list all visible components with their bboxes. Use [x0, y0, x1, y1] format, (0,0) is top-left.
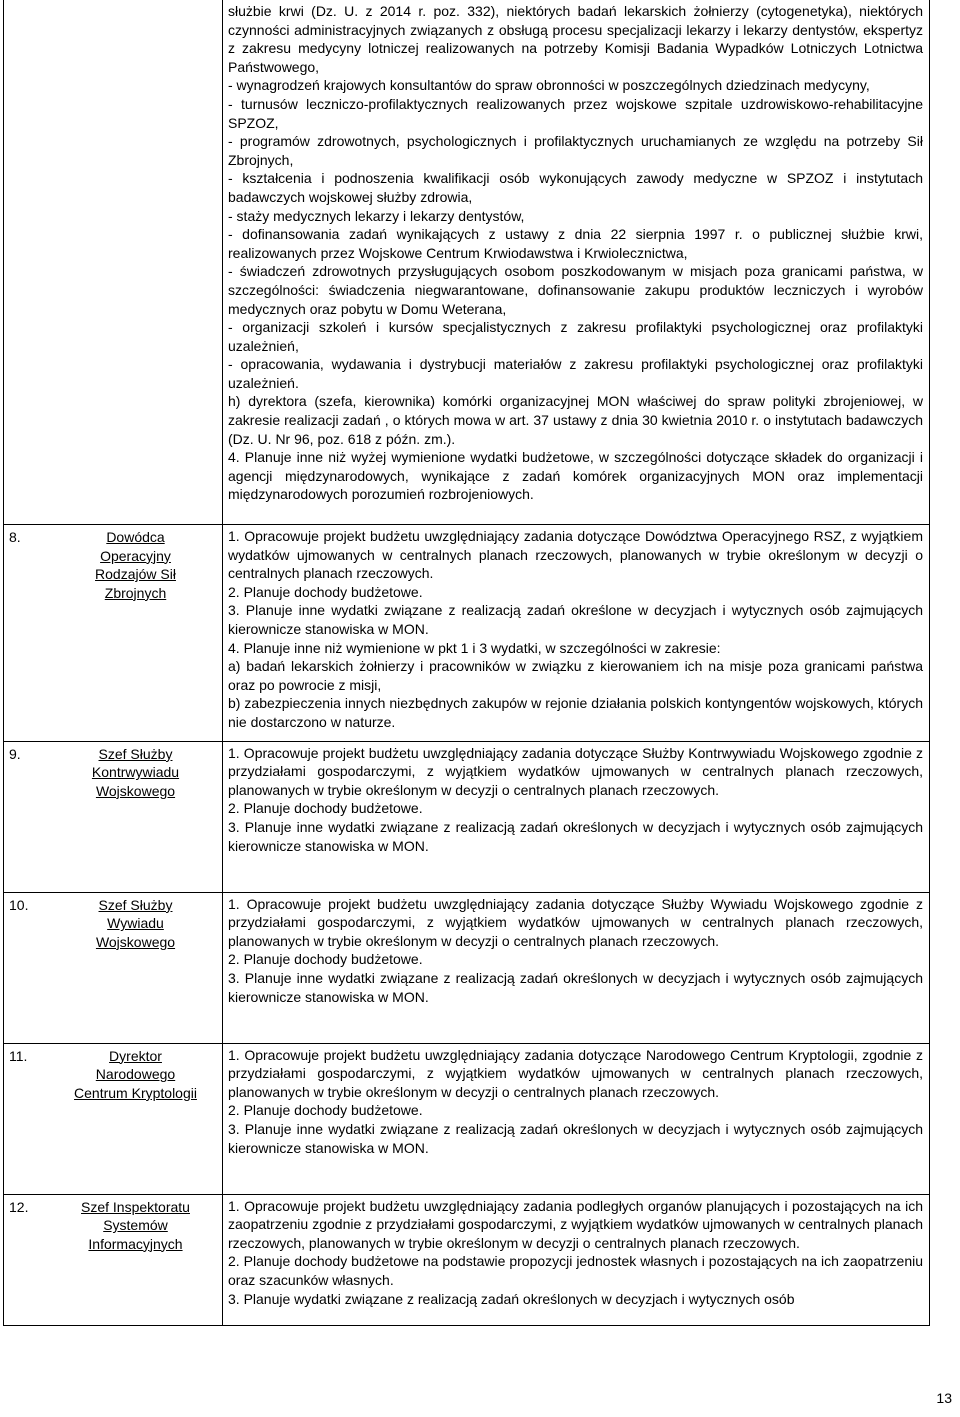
task-paragraph: - organizacji szkoleń i kursów specjalistycznych z zakresu profilaktyki psychologicznej oraz profilaktyki uzależnień, [228, 319, 923, 354]
table-row [4, 525, 930, 742]
row-number: 8. [9, 529, 21, 545]
row-number: 11. [9, 1047, 28, 1064]
task-text [223, 1195, 929, 1318]
task-cell [223, 741, 930, 892]
row-number: 9. [9, 745, 21, 762]
task-paragraph: a) badań lekarskich żołnierzy i pracowników w związku z kierowaniem ich na misje poza granicami państwa oraz po powrocie z misji, [228, 658, 923, 693]
task-paragraph: 2. Planuje dochody budżetowe na podstawie propozycji jednostek własnych i pozostających na ich zaopatrzeniu oraz szacunków własnych. [228, 1253, 923, 1288]
task-paragraph: 4. Planuje inne niż wyżej wymienione wydatki budżetowe, w szczególności dotyczące składek do organizacji i agencji międzynarodowych, wynikające z zadań komórek organizacyjnych MON oraz implementacji międzynarodowych porozumień rozbrojeniowych. [228, 449, 923, 503]
org-name: Szef Służby Wywiadu Wojskowego [95, 896, 176, 950]
task-paragraph: 3. Planuje inne wydatki związane z realizacją zadań określonych w decyzjach i wytycznych osób zajmujących kierownicze stanowiska w MON. [228, 818, 923, 854]
task-paragraph: - wynagrodzeń krajowych konsultantów do spraw obronności w poszczególnych dziedzinach medycyny, [228, 77, 870, 94]
task-paragraph: 2. Planuje dochody budżetowe. [228, 1102, 423, 1119]
task-paragraph: - turnusów leczniczo-profilaktycznych realizowanych przez wojskowe szpitale uzdrowiskowo-rehabilitacyjne SPZOZ, [228, 95, 923, 131]
table-row [4, 1194, 930, 1325]
task-text [223, 742, 929, 865]
task-paragraph: b) zabezpieczenia innych niezbędnych zakupów w rejonie działania polskich kontyngentów wojskowych, których nie dostarczono w naturze. [228, 695, 923, 730]
task-paragraph: - staży medycznych lekarzy i lekarzy dentystów, [228, 207, 525, 224]
task-paragraph: 3. Planuje inne wydatki związane z realizacją zadań określonych w decyzjach i wytycznych osób zajmujących kierownicze stanowiska w MON. [228, 969, 923, 1005]
org-cell [4, 525, 223, 742]
org-name: Dowódca Operacyjny Rodzajów Sił Zbrojnych [95, 529, 176, 601]
table-row-continuation [4, 0, 930, 525]
row-number: 10. [9, 896, 29, 913]
task-paragraph: - świadczeń zdrowotnych przysługujących osobom poszkodowanym w misjach poza granicami państwa, w szczególności: świadczenia niegwarantowane, dofinansowanie zakupu produktów leczniczych i wyrobów medycznych oraz pobytu w Domu Weterana, [228, 263, 923, 317]
org-name: Szef Inspektoratu Systemów Informacyjnych [81, 1198, 190, 1252]
task-text [223, 1044, 929, 1167]
task-paragraph: 1. Opracowuje projekt budżetu uwzględniający zadania dotyczące Służby Kontrwywiadu Wojskowego zgodnie z przydziałami gospodarczymi, z wyjątkiem wydatków ujmowanych w centralnych planach rzeczowych, planowanych w trybie określonym w decyzji o centralnych planach rzeczowych. [228, 744, 923, 798]
task-paragraph: 2. Planuje dochody budżetowe. [228, 583, 423, 600]
org-name: Dyrektor Narodowego Centrum Kryptologii [74, 1047, 197, 1101]
org-cell [4, 741, 223, 892]
org-cell [4, 1043, 223, 1194]
task-paragraph: 3. Planuje wydatki związane z realizacją zadań określonych w decyzjach i wytycznych osób [228, 1290, 795, 1307]
task-paragraph: - opracowania, wydawania i dystrybucji materiałów z zakresu profilaktyki psychologicznej oraz profilaktyki uzależnień. [228, 356, 923, 391]
task-paragraph: 4. Planuje inne niż wymienione w pkt 1 i 3 wydatki, w szczególności w zakresie: [228, 639, 721, 656]
task-paragraph: 2. Planuje dochody budżetowe. [228, 951, 423, 968]
task-cell [223, 1043, 930, 1194]
task-text [223, 525, 929, 741]
task-cell [223, 0, 930, 525]
table-row [4, 892, 930, 1043]
task-text [223, 893, 929, 1016]
task-paragraph: 1. Opracowuje projekt budżetu uwzględniający zadania podległych organów planujących i pozostających na ich zaopatrzeniu zgodnie z przydziałami gospodarczymi, z wyjątkiem wydatków ujmowanych w centralnych planach rzeczowych, planowanych w trybie określonym w decyzji o centralnych planach rzeczowych. [228, 1197, 923, 1251]
table-row [4, 1043, 930, 1194]
org-name: Szef Służby Kontrwywiadu Wojskowego [91, 745, 180, 799]
org-cell [4, 1194, 223, 1325]
table-row [4, 741, 930, 892]
task-paragraph: - programów zdrowotnych, psychologicznych i profilaktycznych uruchamianych ze względu na potrzeby Sił Zbrojnych, [228, 133, 923, 168]
task-cell [223, 892, 930, 1043]
responsibility-table [3, 0, 930, 1326]
task-paragraph: 2. Planuje dochody budżetowe. [228, 800, 423, 817]
org-cell [4, 892, 223, 1043]
task-cell [223, 1194, 930, 1325]
task-paragraph: 1. Opracowuje projekt budżetu uwzględniający zadania dotyczące Narodowego Centrum Kryptologii, zgodnie z przydziałami gospodarczymi, z wyjątkiem wydatków ujmowanych w centralnych planach rzeczowych, planowanych w trybie określonym w decyzji o centralnych planach rzeczowych. [228, 1046, 923, 1100]
task-paragraph: 1. Opracowuje projekt budżetu uwzględniający zadania dotyczące Dowództwa Operacyjnego RSZ, z wyjątkiem wydatków ujmowanych w centralnych planach rzeczowych, planowanych w trybie określonym w decyzji o centralnych planach rzeczowych. [228, 528, 923, 582]
row-number: 12. [9, 1198, 29, 1215]
task-paragraph: 1. Opracowuje projekt budżetu uwzględniający zadania dotyczące Służby Wywiadu Wojskowego zgodnie z przydziałami gospodarczymi, z wyjątkiem wydatków ujmowanych w centralnych planach rzeczowych, planowanych w trybie określonym w decyzji o centralnych planach rzeczowych. [228, 895, 923, 949]
task-paragraph: 3. Planuje inne wydatki związane z realizacją zadań określonych w decyzjach i wytycznych osób zajmujących kierownicze stanowiska w MON. [228, 1120, 923, 1156]
task-text [223, 0, 929, 513]
page-number: 13 [936, 1390, 952, 1406]
task-paragraph: - dofinansowania zadań wynikających z ustawy z dnia 22 sierpnia 1997 r. o publicznej służbie krwi, realizowanych przez Wojskowe Centrum Krwiodawstwa i Krwiolecznictwa, [228, 226, 923, 261]
task-cell [223, 525, 930, 742]
task-paragraph: h) dyrektora (szefa, kierownika) komórki organizacyjnej MON właściwej do spraw polityki zbrojeniowej, w zakresie realizacji zadań , o których mowa w art. 37 ustawy z dnia 30 kwietnia 2010 r. o instytutach badawczych (Dz. U. Nr 96, poz. 618 z późn. zm.). [228, 393, 923, 447]
task-paragraph: 3. Planuje inne wydatki związane z realizacją zadań określone w decyzjach i wytycznych osób zajmujących kierownicze stanowiska w MON. [228, 602, 923, 637]
task-paragraph: - kształcenia i podnoszenia kwalifikacji osób wykonujących zawody medyczne w SPZOZ i instytutach badawczych wojskowej służby zdrowia, [228, 170, 923, 205]
org-cell-empty [4, 0, 223, 525]
task-paragraph: służbie krwi (Dz. U. z 2014 r. poz. 332), niektórych badań lekarskich żołnierzy (cytogenetyka), niektórych czynności administracyjnych związanych z obsługą procesu specjalizacji lekarzy i lekarzy dentystów, ekspertyz z zakresu medycyny lotniczej realizowanych na potrzeby Komisji Badania Wypadków Lotniczych Lotnictwa Państwowego, [228, 3, 923, 75]
